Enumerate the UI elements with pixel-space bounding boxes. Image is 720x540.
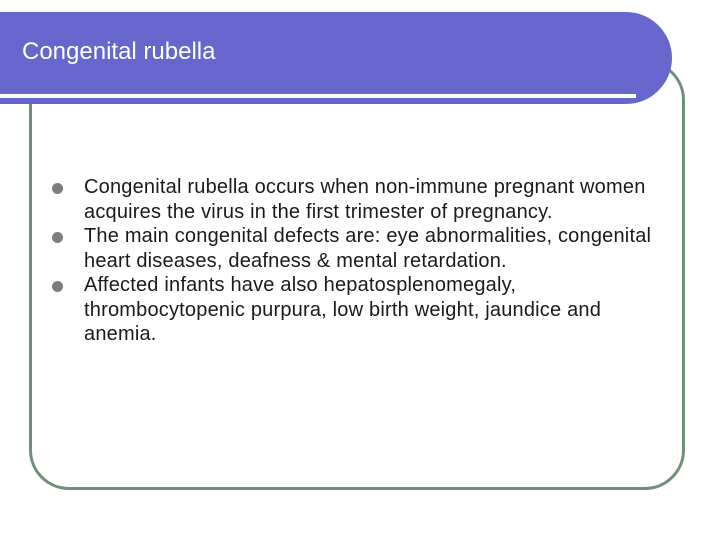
bullet-text: Congenital rubella occurs when non-immune pregnant women acquires the virus in the first trimester of pregnancy.	[84, 176, 646, 223]
bullet-dot-icon	[52, 281, 63, 292]
bullet-list	[52, 175, 652, 347]
bullet-item	[52, 224, 652, 273]
bullet-text: The main congenital defects are: eye abnormalities, congenital heart diseases, deafness & mental retardation.	[84, 225, 652, 272]
bullet-item	[52, 273, 652, 347]
bullet-dot-icon	[52, 183, 63, 194]
slide-title: Congenital rubella	[22, 38, 216, 65]
title-underline	[0, 94, 636, 98]
bullet-text: Affected infants have also hepatosplenomegaly, thrombocytopenic purpura, low birth weight, jaundice and anemia.	[84, 274, 602, 345]
bullet-dot-icon	[52, 232, 63, 243]
bullet-item	[52, 175, 652, 224]
